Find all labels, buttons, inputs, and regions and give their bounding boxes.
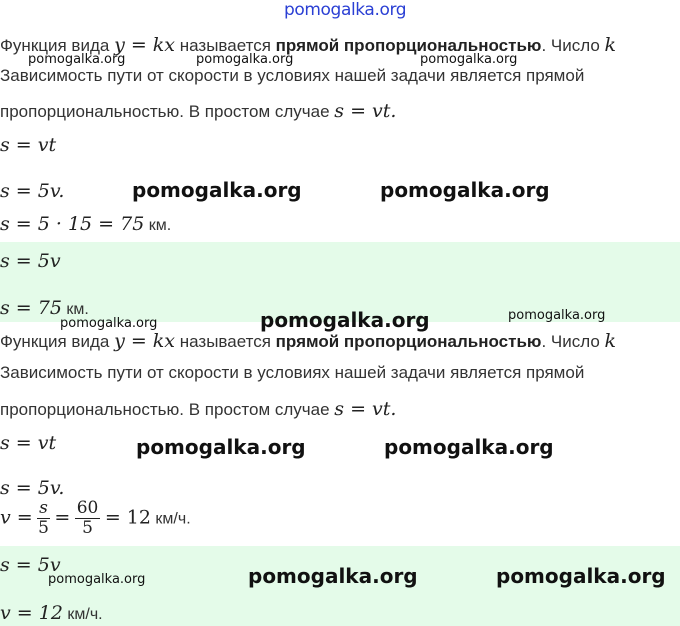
answer-expression: v = 12 <box>0 602 63 624</box>
answer-formula-2 <box>0 602 103 624</box>
watermark: pomogalka.org <box>28 52 126 67</box>
fraction-2 <box>75 499 101 538</box>
watermark: pomogalka.org <box>132 178 302 202</box>
watermark: pomogalka.org <box>248 564 418 588</box>
definition-prefix: Функция вида <box>0 332 110 351</box>
watermark: pomogalka.org <box>380 178 550 202</box>
dependency-text: пропорциональностью. В простом случае <box>0 102 330 121</box>
definition-k: k <box>604 34 617 56</box>
definition-term: прямой пропорциональностью <box>275 36 542 55</box>
watermark: pomogalka.org <box>60 316 158 331</box>
watermark: pomogalka.org <box>136 435 306 459</box>
formula-2: s = 5v. <box>0 477 65 499</box>
watermark: pomogalka.org <box>196 52 294 67</box>
definition-k: k <box>604 330 617 352</box>
formula-1: s = vt <box>0 432 57 454</box>
definition-suffix: . Число <box>541 36 600 55</box>
dependency-line-2 <box>0 398 396 420</box>
dependency-line-2 <box>0 100 396 122</box>
watermark: pomogalka.org <box>260 308 430 332</box>
formula-2: s = 5v. <box>0 180 65 202</box>
answer-formula-1: s = 5v <box>0 554 61 576</box>
answer-formula-1: s = 5v <box>0 250 61 272</box>
watermark: pomogalka.org <box>384 435 554 459</box>
dependency-formula: s = vt. <box>334 398 397 420</box>
dependency-line-1: Зависимость пути от скорости в условиях нашей задачи является прямой <box>0 363 585 382</box>
formula-3-unit: км. <box>148 217 172 234</box>
definition-formula: y = kx <box>114 34 176 56</box>
formula-1: s = vt <box>0 134 57 156</box>
fraction-1-numerator: s <box>39 498 48 518</box>
formula-3 <box>0 213 171 235</box>
dependency-text: пропорциональностью. В простом случае <box>0 400 330 419</box>
formula-3 <box>0 500 191 539</box>
formula-3-lhs: v = <box>0 506 33 529</box>
formula-3-rhs: = 12 <box>104 506 151 529</box>
answer-unit: км. <box>66 301 89 318</box>
definition-prefix: Функция вида <box>0 36 110 55</box>
watermark: pomogalka.org <box>508 308 606 323</box>
fraction-1-denominator: 5 <box>38 518 49 538</box>
site-header[interactable]: pomogalka.org <box>284 0 407 20</box>
definition-term: прямой пропорциональностью <box>275 332 542 351</box>
formula-3-unit: км/ч. <box>155 510 191 528</box>
answer-unit: км/ч. <box>67 606 103 623</box>
watermark: pomogalka.org <box>48 572 146 587</box>
fraction-1 <box>37 499 50 538</box>
dependency-formula: s = vt. <box>334 100 397 122</box>
definition-line <box>0 330 616 352</box>
dependency-line-1: Зависимость пути от скорости в условиях нашей задачи является прямой <box>0 66 585 85</box>
equals-sign: = <box>54 506 71 529</box>
fraction-2-numerator: 60 <box>76 498 99 518</box>
definition-formula: y = kx <box>114 330 176 352</box>
watermark: pomogalka.org <box>496 564 666 588</box>
fraction-2-denominator: 5 <box>82 518 93 538</box>
definition-suffix: . Число <box>541 332 600 351</box>
definition-mid: называется <box>179 36 271 55</box>
watermark: pomogalka.org <box>420 52 518 67</box>
answer-expression: s = 75 <box>0 297 62 319</box>
formula-3-expression: s = 5 · 15 = 75 <box>0 213 145 235</box>
definition-mid: называется <box>179 332 271 351</box>
